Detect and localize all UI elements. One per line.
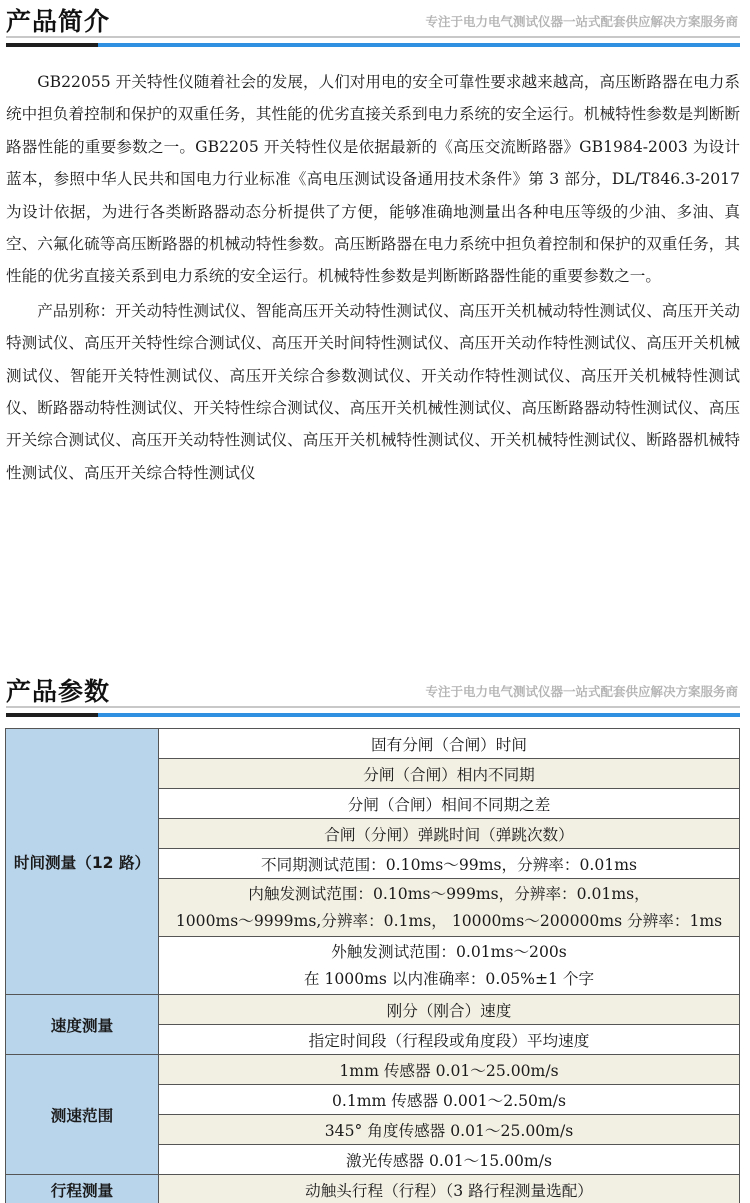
value-line: 内触发测试范围：0.10ms～999ms，分辨率：0.01ms， <box>248 884 650 903</box>
table-row <box>6 995 740 1025</box>
divider-accent-dark <box>6 43 98 47</box>
section-title: 产品简介 <box>6 7 111 36</box>
section-header-params <box>0 670 750 720</box>
value-line: 在 1000ms 以内准确率：0.05%±1 个字 <box>303 969 595 988</box>
value-line: 外触发测试范围：0.01ms～200s <box>331 942 567 961</box>
value-cell: 指定时间段（行程段或角度段）平均速度 <box>159 1025 740 1055</box>
category-cell-stroke: 行程测量 <box>6 1175 159 1203</box>
table-row <box>6 1175 740 1203</box>
divider-accent-blue <box>98 713 740 717</box>
section-slogan: 专注于电力电气测试仪器一站式配套供应解决方案服务商 <box>425 14 738 29</box>
section-slogan: 专注于电力电气测试仪器一站式配套供应解决方案服务商 <box>425 684 738 699</box>
intro-paragraph: GB22055 开关特性仪随着社会的发展，人们对用电的安全可靠性要求越来越高，高压断路器在电力系统中担负着控制和保护的双重任务，其性能的优劣直接关系到电力系统的安全运行。机械特性参数是判断断路器性能的重要参数之一。GB2205 开关特性仪是依据最新的《高压交流断路器》GB1984-2003 为设计蓝本，参照中华人民共和国电力行业标准《高电压测试设备通用技术条件》第 3 部分，DL/T846.3-2017 为设计依据，为进行各类断路器动态分析提供了方便，能够准确地测量出各种电压等级的少油、多油、真空、六氟化硫等高压断路器的机械动特性参数。高压断路器在电力系统中担负着控制和保护的双重任务，其性能的优劣直接关系到电力系统的安全运行。机械特性参数是判断断路器性能的重要参数之一。 <box>6 73 740 286</box>
value-cell: 激光传感器 0.01～15.00m/s <box>159 1145 740 1175</box>
value-cell: 合闸（分闸）弹跳时间（弹跳次数） <box>159 819 740 849</box>
value-cell: 刚分（刚合）速度 <box>159 995 740 1025</box>
divider-accent-blue <box>98 43 740 47</box>
table-row <box>6 729 740 759</box>
table-row <box>6 1055 740 1085</box>
value-cell: 动触头行程（行程）（3 路行程测量选配） <box>159 1175 740 1203</box>
divider <box>6 36 740 38</box>
section-title: 产品参数 <box>6 677 111 706</box>
category-cell-speed-range: 测速范围 <box>6 1055 159 1175</box>
value-cell: 不同期测试范围：0.10ms～99ms，分辨率：0.01ms <box>159 849 740 879</box>
value-cell: 0.1mm 传感器 0.001～2.50m/s <box>159 1085 740 1115</box>
parameters-table <box>5 728 740 1203</box>
category-cell-speed: 速度测量 <box>6 995 159 1055</box>
divider <box>6 706 740 708</box>
value-cell: 分闸（合闸）相间不同期之差 <box>159 789 740 819</box>
divider-accent-dark <box>6 713 98 717</box>
value-cell-external-trigger <box>159 937 740 995</box>
category-cell-time: 时间测量（12 路） <box>6 729 159 995</box>
intro-aliases-paragraph: 产品别称：开关动特性测试仪、智能高压开关动特性测试仪、高压开关机械动特性测试仪、高压开关动特测试仪、高压开关特性综合测试仪、高压开关时间特性测试仪、高压开关动作特性测试仪、高压开关机械测试仪、智能开关特性测试仪、高压开关综合参数测试仪、开关动作特性测试仪、高压开关机械特性测试仪、断路器动特性测试仪、开关特性综合测试仪、高压开关机械性测试仪、高压断路器动特性测试仪、高压开关综合测试仪、高压开关动特性测试仪、高压开关机械特性测试仪、开关机械特性测试仪、断路器机械特性测试仪、高压开关综合特性测试仪 <box>6 301 740 482</box>
value-cell: 345° 角度传感器 0.01～25.00m/s <box>159 1115 740 1145</box>
value-cell: 1mm 传感器 0.01～25.00m/s <box>159 1055 740 1085</box>
section-header-intro <box>0 0 750 50</box>
value-line: 1000ms～9999ms,分辨率：0.1ms， 10000ms～200000ms 分辨率：1ms <box>175 911 723 930</box>
product-intro <box>6 66 740 489</box>
value-cell: 分闸（合闸）相内不同期 <box>159 759 740 789</box>
value-cell: 固有分闸（合闸）时间 <box>159 729 740 759</box>
value-cell-internal-trigger <box>159 879 740 937</box>
